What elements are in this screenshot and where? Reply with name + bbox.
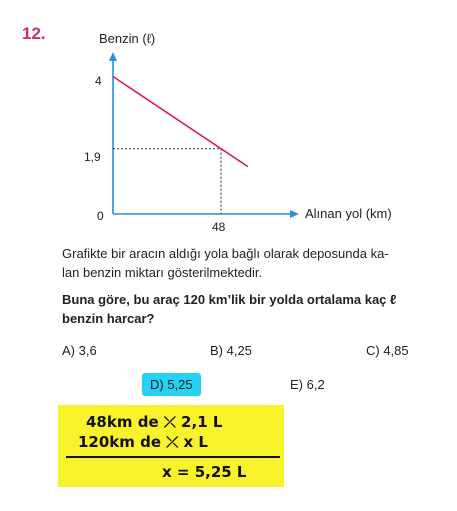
- option-a[interactable]: A) 3,6: [62, 343, 97, 358]
- solution-line-3: x = 5,25 L: [162, 463, 247, 481]
- solution-line-1: 48km de ⤫ 2,1 L: [86, 413, 223, 431]
- y-tick-label: 0: [97, 209, 104, 223]
- fuel-line: [113, 77, 248, 167]
- question-description: [62, 244, 434, 282]
- x-axis-label: Alınan yol (km): [305, 206, 392, 221]
- x-axis-arrow: [290, 210, 299, 218]
- fuel-chart: [0, 0, 457, 240]
- option-d-selected[interactable]: D) 5,25: [142, 373, 201, 396]
- handwritten-solution: [58, 405, 284, 487]
- prompt-line: Buna göre, bu araç 120 km’lik bir yolda ortalama kaç ℓ: [62, 292, 397, 307]
- option-b[interactable]: B) 4,25: [210, 343, 252, 358]
- option-c[interactable]: C) 4,85: [366, 343, 409, 358]
- y-tick-label: 4: [95, 74, 102, 88]
- description-line: Grafikte bir aracın aldığı yola bağlı olarak deposunda ka-: [62, 246, 389, 261]
- question-prompt: [62, 290, 434, 328]
- prompt-line: benzin harcar?: [62, 311, 155, 326]
- y-tick-label: 1,9: [84, 150, 101, 164]
- description-line: lan benzin miktarı gösterilmektedir.: [62, 265, 263, 280]
- y-axis-arrow: [109, 52, 117, 61]
- option-e[interactable]: E) 6,2: [290, 377, 325, 392]
- solution-line-2: 120km de ⤫ x L: [78, 433, 208, 451]
- x-tick-label: 48: [212, 220, 226, 234]
- question-number: 12.: [22, 24, 46, 43]
- y-axis-label: Benzin (ℓ): [99, 31, 156, 46]
